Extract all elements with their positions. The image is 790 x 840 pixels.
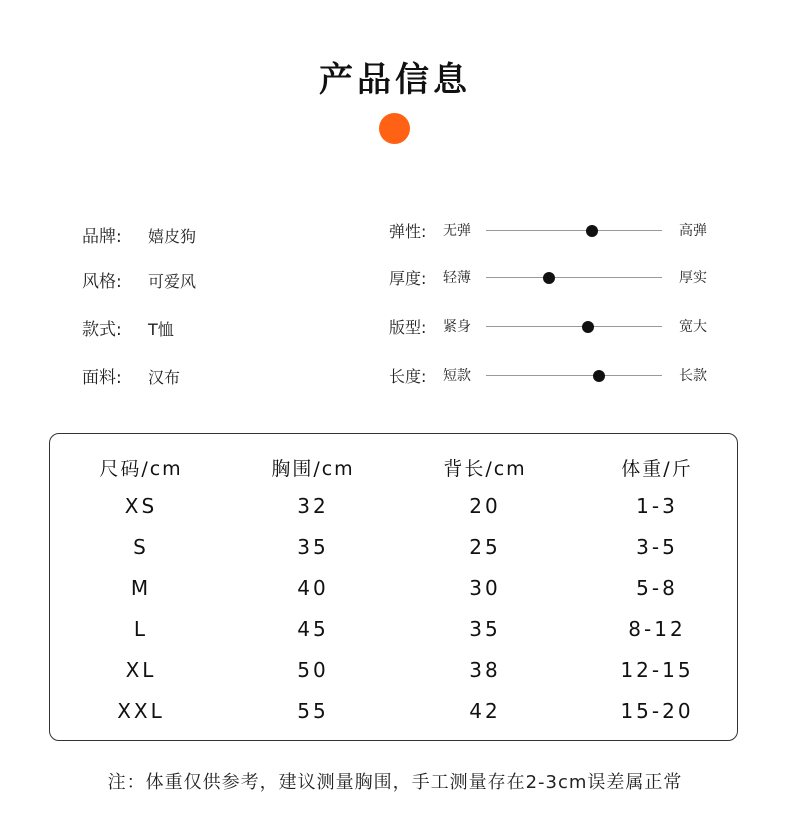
table-cell: 40 [297,576,329,600]
table-cell: 8-12 [628,617,686,641]
slider-track [486,230,662,231]
slider-knob [543,272,555,284]
table-cell: 1-3 [636,494,678,518]
slider-track [486,277,662,278]
slider-label: 厚度: [389,269,427,288]
slider-track [486,375,662,376]
slider-label: 版型: [389,318,427,337]
slider-elasticity [389,219,719,243]
table-cell: S [133,535,149,559]
info-brand [82,222,196,247]
slider-min-label: 无弹 [443,223,471,239]
table-cell: 20 [469,494,501,518]
table-cell: XS [124,494,158,518]
table-cell: 50 [297,658,329,682]
info-value: 汉布 [148,368,181,387]
slider-track [486,326,662,327]
table-cell: 5-8 [636,576,678,600]
info-value: 可爱风 [148,272,197,291]
info-type [82,315,174,340]
table-cell: 32 [297,494,329,518]
table-cell: M [130,576,152,600]
table-cell: 35 [469,617,501,641]
info-fabric [82,363,180,388]
table-cell: XL [125,658,157,682]
table-header-cell: 体重/斤 [621,458,693,480]
table-cell: 25 [469,535,501,559]
table-cell: 12-15 [620,658,694,682]
table-header-cell: 背长/cm [443,458,527,480]
table-cell: 30 [469,576,501,600]
slider-knob [582,321,594,333]
table-cell: 3-5 [636,535,678,559]
accent-dot-icon [379,113,410,144]
info-style [82,267,196,292]
info-label: 风格: [82,272,122,292]
table-header-cell: 尺码/cm [99,458,183,480]
slider-label: 弹性: [389,222,427,241]
slider-min-label: 轻薄 [443,270,471,286]
slider-label: 长度: [389,367,427,386]
slider-max-label: 长款 [679,368,707,384]
table-cell: 45 [297,617,329,641]
table-row [50,658,737,688]
measurement-note: 注：体重仅供参考，建议测量胸围，手工测量存在2-3cm误差属正常 [107,772,683,793]
table-cell: 15-20 [620,699,694,723]
table-cell: 35 [297,535,329,559]
slider-min-label: 短款 [443,368,471,384]
table-cell: L [133,617,149,641]
table-header-cell: 胸围/cm [271,458,355,480]
slider-max-label: 厚实 [679,270,707,286]
info-value: T恤 [148,320,174,339]
slider-length [389,364,719,388]
info-label: 款式: [82,320,122,340]
table-row [50,535,737,565]
page-title: 产品信息 [319,60,471,100]
table-row [50,494,737,524]
table-row [50,617,737,647]
table-cell: 38 [469,658,501,682]
table-header-row [50,454,737,484]
table-cell: 55 [297,699,329,723]
table-cell: 42 [469,699,501,723]
slider-knob [593,370,605,382]
size-table [49,433,738,741]
info-label: 面料: [82,368,122,388]
slider-fit [389,315,719,339]
table-cell: XXL [117,699,165,723]
info-label: 品牌: [82,227,122,247]
slider-thickness [389,266,719,290]
slider-min-label: 紧身 [443,319,471,335]
info-value: 嬉皮狗 [148,227,197,246]
slider-knob [586,225,598,237]
slider-max-label: 高弹 [679,223,707,239]
table-row [50,699,737,729]
slider-max-label: 宽大 [679,319,707,335]
table-row [50,576,737,606]
